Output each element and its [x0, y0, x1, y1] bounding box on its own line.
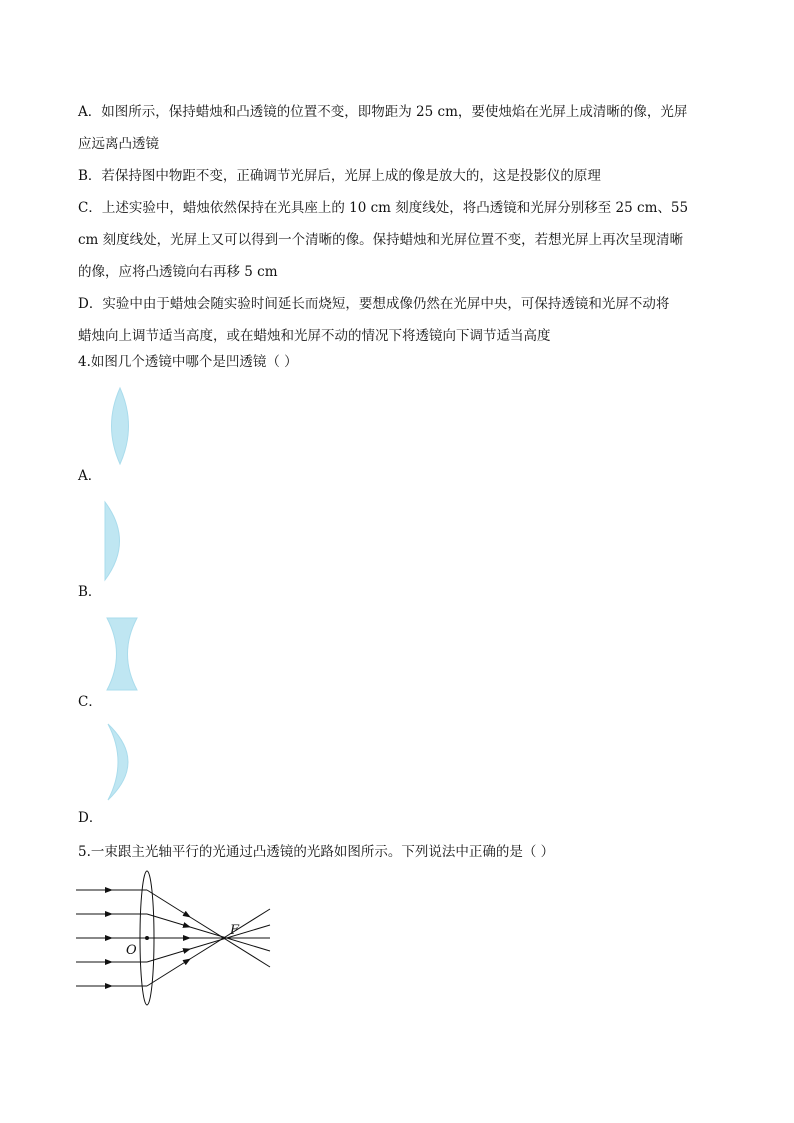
q4-option-d-label: D．: [78, 810, 103, 826]
lens-c-biconcave: [104, 616, 140, 692]
q3-option-c-line3: 的像，应将凸透镜向右再移 5 cm: [78, 264, 278, 280]
optical-center-dot: [145, 936, 149, 940]
lens-a-biconvex: [104, 386, 136, 466]
lens-d-meniscus: [104, 722, 138, 802]
q3-option-a-line1: A．如图所示，保持蜡烛和凸透镜的位置不变，即物距为 25 cm，要使烛焰在光屏上成清晰的像，光屏: [78, 104, 688, 120]
lens-b-plano-convex: [102, 500, 126, 582]
q5-stem: 5.一束跟主光轴平行的光通过凸透镜的光路如图所示。下列说法中正确的是（ ）: [78, 844, 555, 860]
q4-option-b-label: B．: [78, 584, 102, 600]
q3-option-c-line1: C．上述实验中，蜡烛依然保持在光具座上的 10 cm 刻度线处，将凸透镜和光屏分别移至 25 cm、55: [78, 200, 689, 216]
q4-option-c-label: C．: [78, 694, 102, 710]
q3-option-c-line2: cm 刻度线处，光屏上又可以得到一个清晰的像。保持蜡烛和光屏位置不变，若想光屏上再次呈现清晰: [78, 232, 684, 248]
convex-lens-ray-diagram: [70, 864, 280, 1010]
q3-option-d-line2: 蜡烛向上调节适当高度，或在蜡烛和光屏不动的情况下将透镜向下调节适当高度: [78, 328, 551, 344]
label-o: O: [126, 943, 137, 958]
q4-option-a-label: A．: [78, 468, 102, 484]
label-f: F: [230, 923, 240, 938]
q4-stem: 4.如图几个透镜中哪个是凹透镜（ ）: [78, 354, 298, 370]
q3-option-d-line1: D．实验中由于蜡烛会随实验时间延长而烧短，要想成像仍然在光屏中央，可保持透镜和光屏不动将: [78, 296, 670, 312]
q3-option-b: B．若保持图中物距不变，正确调节光屏后，光屏上成的像是放大的，这是投影仪的原理: [78, 168, 601, 184]
q3-option-a-line2: 应远离凸透镜: [78, 136, 159, 152]
